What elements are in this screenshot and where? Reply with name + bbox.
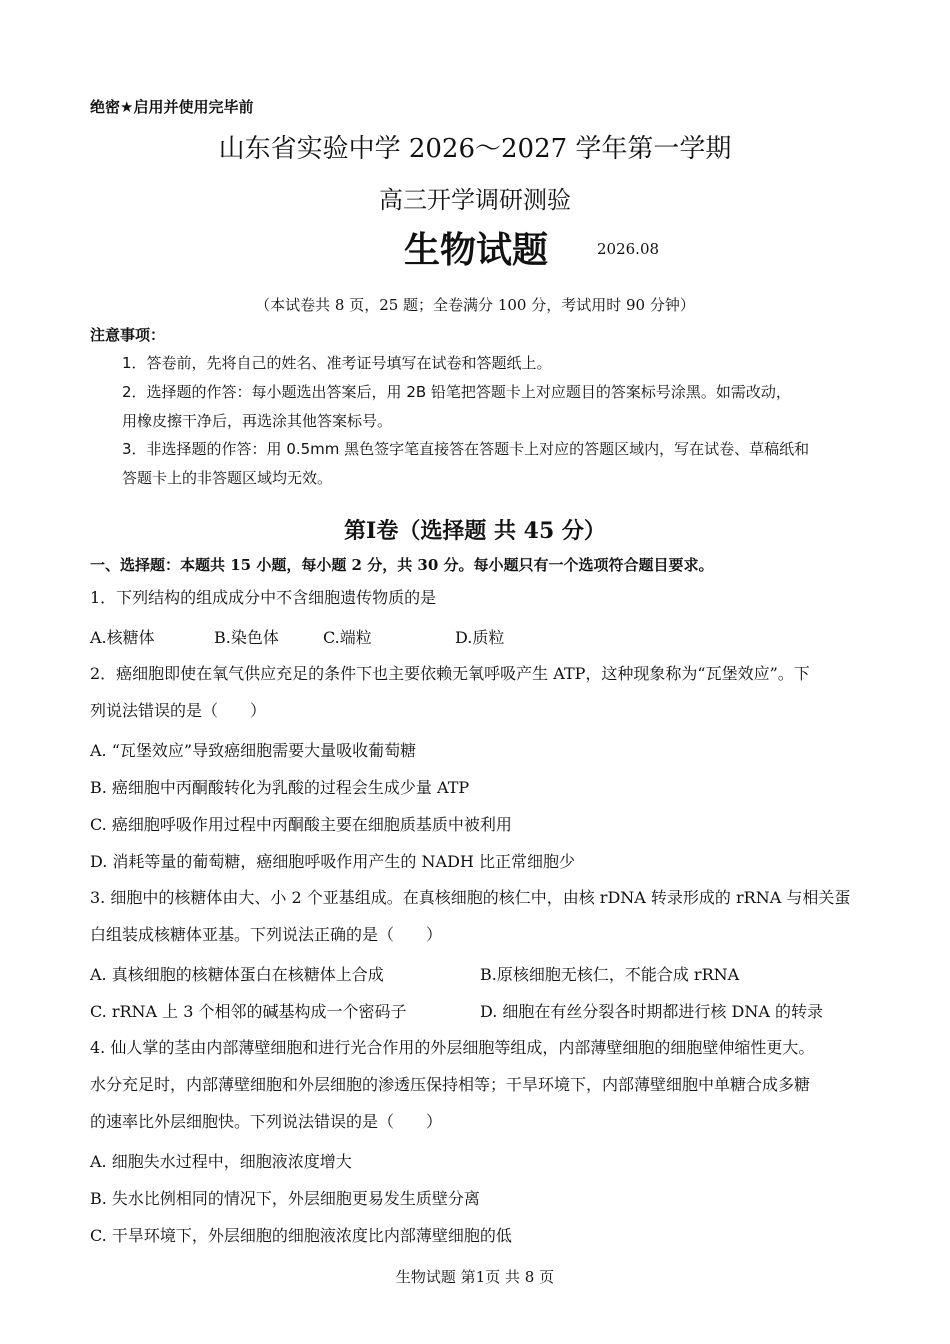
notice-item-1: 1．答卷前，先将自己的姓名、准考证号填写在试卷和答题纸上。: [122, 354, 552, 372]
exam-date: 2026.08: [597, 240, 660, 258]
q2-option-c: C. 癌细胞呼吸作用过程中丙酮酸主要在细胞质基质中被利用: [90, 815, 512, 834]
q4-option-a: A. 细胞失水过程中，细胞液浓度增大: [90, 1152, 352, 1171]
q2-option-d: D. 消耗等量的葡萄糖，癌细胞呼吸作用产生的 NADH 比正常细胞少: [90, 852, 575, 871]
q4-option-c: C. 干旱环境下，外层细胞的细胞液浓度比内部薄壁细胞的低: [90, 1226, 512, 1245]
notice-heading: 注意事项：: [90, 326, 166, 344]
q3-option-a: A. 真核细胞的核糖体蛋白在核糖体上合成: [90, 965, 384, 984]
notice-item-2-line-2: 用橡皮擦干净后，再选涂其他答案标号。: [122, 412, 393, 430]
exam-title-type: 高三开学调研测验: [379, 186, 571, 214]
q3-stem-line-1: 3. 细胞中的核糖体由大、小 2 个亚基组成。在真核细胞的核仁中，由核 rDNA 转录形成的 rRNA 与相关蛋: [90, 888, 851, 907]
part-heading: 一、选择题：本题共 15 小题，每小题 2 分，共 30 分。每小题只有一个选项符合题目要求。: [90, 556, 714, 574]
confidential-mark: 绝密★启用并使用完毕前: [90, 98, 254, 116]
q1-stem: 1．下列结构的组成成分中不含细胞遗传物质的是: [90, 588, 437, 607]
q4-option-b: B. 失水比例相同的情况下，外层细胞更易发生质壁分离: [90, 1189, 480, 1208]
exam-title-school: 山东省实验中学 2026～2027 学年第一学期: [218, 134, 732, 164]
q4-stem-line-1: 4. 仙人掌的茎由内部薄壁细胞和进行光合作用的外层细胞等组成，内部薄壁细胞的细胞壁伸缩性更大。: [90, 1038, 815, 1057]
notice-item-3-line-2: 答题卡上的非答题区域均无效。: [122, 469, 333, 487]
q1-option-b: B.染色体: [214, 628, 279, 647]
q3-stem-line-2: 白组装成核糖体亚基。下列说法正确的是（ ）: [90, 925, 443, 944]
subject-title: 生物试题: [404, 230, 549, 271]
q2-option-b: B. 癌细胞中丙酮酸转化为乳酸的过程会生成少量 ATP: [90, 778, 470, 797]
q3-option-d: D. 细胞在有丝分裂各时期都进行核 DNA 的转录: [480, 1002, 823, 1021]
q1-option-d: D.质粒: [455, 628, 505, 647]
q2-option-a: A. “瓦堡效应”导致癌细胞需要大量吸收葡萄糖: [90, 741, 417, 760]
q2-stem-line-1: 2．癌细胞即使在氧气供应充足的条件下也主要依赖无氧呼吸产生 ATP，这种现象称为“瓦堡效应”。下: [90, 664, 810, 683]
q4-stem-line-2: 水分充足时，内部薄壁细胞和外层细胞的渗透压保持相等；干旱环境下，内部薄壁细胞中单糖合成多糖: [90, 1075, 811, 1094]
q3-option-c: C. rRNA 上 3 个相邻的碱基构成一个密码子: [90, 1002, 407, 1021]
page-footer: 生物试题 第1页 共 8 页: [395, 1268, 555, 1286]
section-title: 第Ⅰ卷（选择题 共 45 分）: [344, 518, 606, 544]
notice-item-2-line-1: 2．选择题的作答：每小题选出答案后，用 2B 铅笔把答题卡上对应题目的答案标号涂黑。如需改动，: [122, 383, 791, 401]
exam-info: （本试卷共 8 页，25 题；全卷满分 100 分，考试用时 90 分钟）: [255, 296, 695, 314]
q3-option-b: B.原核细胞无核仁，不能合成 rRNA: [480, 965, 740, 984]
notice-item-3-line-1: 3．非选择题的作答：用 0.5mm 黑色签字笔直接答在答题卡上对应的答题区域内，写在试卷、草稿纸和: [122, 440, 810, 458]
q2-stem-line-2: 列说法错误的是（ ）: [90, 701, 267, 720]
q4-stem-line-3: 的速率比外层细胞快。下列说法错误的是（ ）: [90, 1112, 443, 1131]
q1-option-c: C.端粒: [323, 628, 372, 647]
q1-option-a: A.核糖体: [90, 628, 155, 647]
